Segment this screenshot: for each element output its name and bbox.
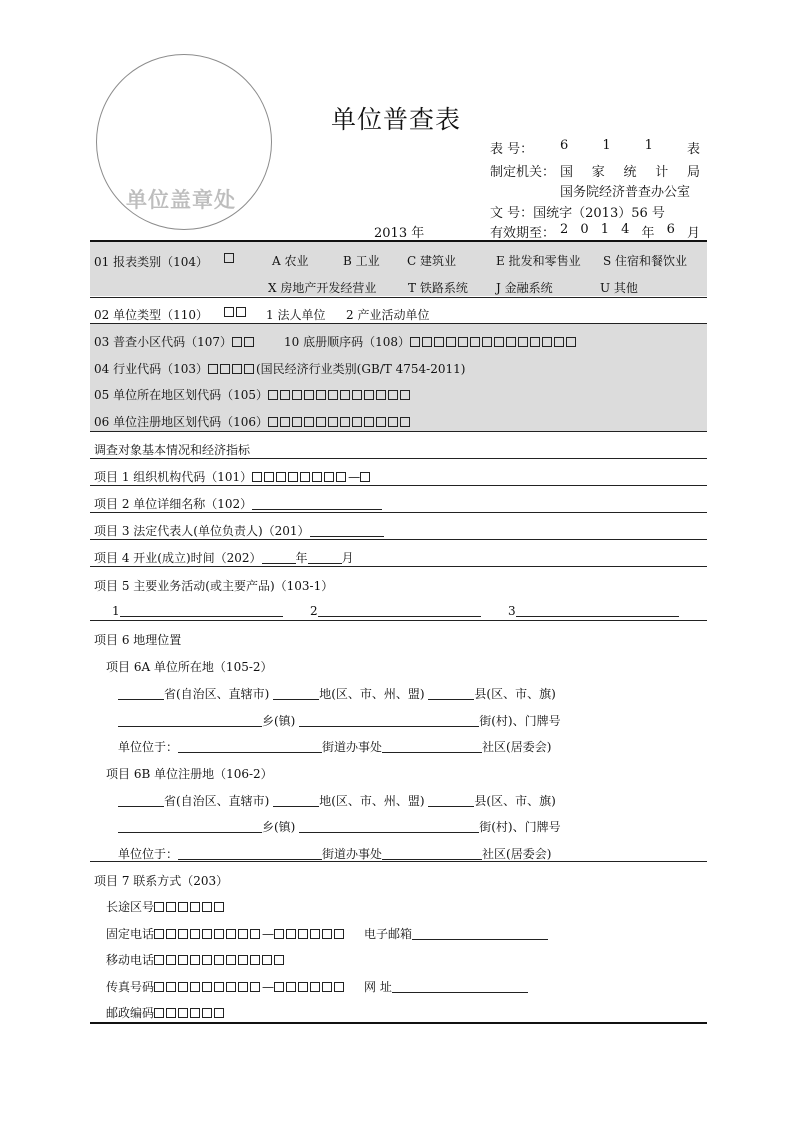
meta-youxiao: 有效期至： xyxy=(490,226,556,241)
option-other: U 其他 xyxy=(600,281,638,295)
unit-name-field[interactable]: 项目 2 单位详细名称（102） xyxy=(94,495,382,512)
option-realestate: X 房地产开发经营业 xyxy=(268,281,377,295)
email-field[interactable]: 电子邮箱 xyxy=(364,925,548,942)
landline-field[interactable]: 固定电话 — xyxy=(106,925,346,942)
org-code-field[interactable]: 项目 1 组织机构代码（101） — xyxy=(94,468,372,485)
meta-wenhao: 文 号：国统字（2013）56 号 xyxy=(490,206,665,221)
industry-code-note: (国民经济行业类别(GB/T 4754-2011) xyxy=(256,362,466,376)
industry-code[interactable]: 04 行业代码（103） (国民经济行业类别(GB/T 4754-2011) xyxy=(94,362,466,376)
main-activity-label: 项目 5 主要业务活动(或主要产品)（103-1） xyxy=(94,579,334,593)
rule xyxy=(90,297,707,298)
meta-biaohao-value: 6 1 1 表 xyxy=(560,138,700,157)
rule xyxy=(90,1022,707,1024)
rule xyxy=(90,323,707,324)
location-6a-province-line[interactable]: 省(自治区、直辖市) 地(区、市、州、盟) 县(区、市、旗) xyxy=(118,685,556,702)
location-6b-label: 项目 6B 单位注册地（106-2） xyxy=(106,767,273,781)
location-6a-street-line[interactable]: 乡(镇) 街(村)、门牌号 xyxy=(118,712,561,729)
rule xyxy=(90,566,707,567)
census-area-code[interactable]: 03 普查小区代码（107） xyxy=(94,333,256,350)
location-region-code[interactable]: 05 单位所在地区划代码（105） xyxy=(94,386,412,403)
meta-jiguan: 制定机关： xyxy=(490,165,556,180)
meta-biaohao: 表 号： xyxy=(490,142,534,157)
geo-location-label: 项目 6 地理位置 xyxy=(94,633,182,647)
rule xyxy=(90,431,707,432)
register-seq-code[interactable]: 10 底册顺序码（108） xyxy=(284,333,578,350)
location-6a-community-line[interactable]: 单位位于： 街道办事处 社区(居委会) xyxy=(118,740,552,754)
option-legal-unit: 1 法人单位 xyxy=(266,308,326,322)
meta-year: 2013 年 xyxy=(374,226,425,241)
open-date-field[interactable]: 项目 4 开业(成立)时间（202） 年 月 xyxy=(94,551,354,565)
location-6b-community-line[interactable]: 单位位于： 街道办事处 社区(居委会) xyxy=(118,847,552,861)
option-hospitality: S 住宿和餐饮业 xyxy=(603,254,688,268)
option-activity-unit: 2 产业活动单位 xyxy=(346,308,430,322)
page-title: 单位普查表 xyxy=(331,105,462,134)
mobile-field[interactable]: 移动电话 xyxy=(106,951,286,968)
postcode-field[interactable]: 邮政编码 xyxy=(106,1004,226,1021)
main-activity-1[interactable]: 1 xyxy=(112,604,283,618)
meta-office: 国务院经济普查办公室 xyxy=(560,185,691,200)
option-construction: C 建筑业 xyxy=(407,254,456,268)
option-wholesale: E 批发和零售业 xyxy=(496,254,581,268)
rule xyxy=(90,240,707,242)
option-industry: B 工业 xyxy=(343,254,380,268)
report-category-box[interactable] xyxy=(224,251,236,265)
rule xyxy=(90,485,707,486)
seal-label: 单位盖章处 xyxy=(126,188,236,212)
unit-type-boxes[interactable] xyxy=(224,305,248,319)
registered-region-code[interactable]: 06 单位注册地区划代码（106） xyxy=(94,413,412,430)
main-activity-2[interactable]: 2 xyxy=(310,604,481,618)
location-6a-label: 项目 6A 单位所在地（105-2） xyxy=(106,660,273,674)
section-heading: 调查对象基本情况和经济指标 xyxy=(94,443,251,457)
location-6b-province-line[interactable]: 省(自治区、直辖市) 地(区、市、州、盟) 县(区、市、旗) xyxy=(118,792,556,809)
rule xyxy=(90,620,707,621)
option-finance: J 金融系统 xyxy=(496,281,553,295)
report-category-label: 01 报表类别（104） xyxy=(94,255,208,269)
meta-jiguan-value: 国 家 统 计 局 xyxy=(560,165,700,180)
option-railway: T 铁路系统 xyxy=(408,281,468,295)
unit-type-label: 02 单位类型（110） xyxy=(94,308,208,322)
legal-rep-field[interactable]: 项目 3 法定代表人(单位负责人)（201） xyxy=(94,522,384,539)
rule xyxy=(90,458,707,459)
main-activity-3[interactable]: 3 xyxy=(508,604,679,618)
website-field[interactable]: 网 址 xyxy=(364,978,528,995)
contact-label: 项目 7 联系方式（203） xyxy=(94,874,229,888)
area-code-field[interactable]: 长途区号 xyxy=(106,898,226,915)
fax-field[interactable]: 传真号码 — xyxy=(106,978,346,995)
location-6b-street-line[interactable]: 乡(镇) 街(村)、门牌号 xyxy=(118,818,561,835)
rule xyxy=(90,512,707,513)
rule xyxy=(90,539,707,540)
meta-youxiao-value: 2 0 1 4 年 6 月 xyxy=(560,222,700,241)
option-agriculture: A 农业 xyxy=(272,254,309,268)
